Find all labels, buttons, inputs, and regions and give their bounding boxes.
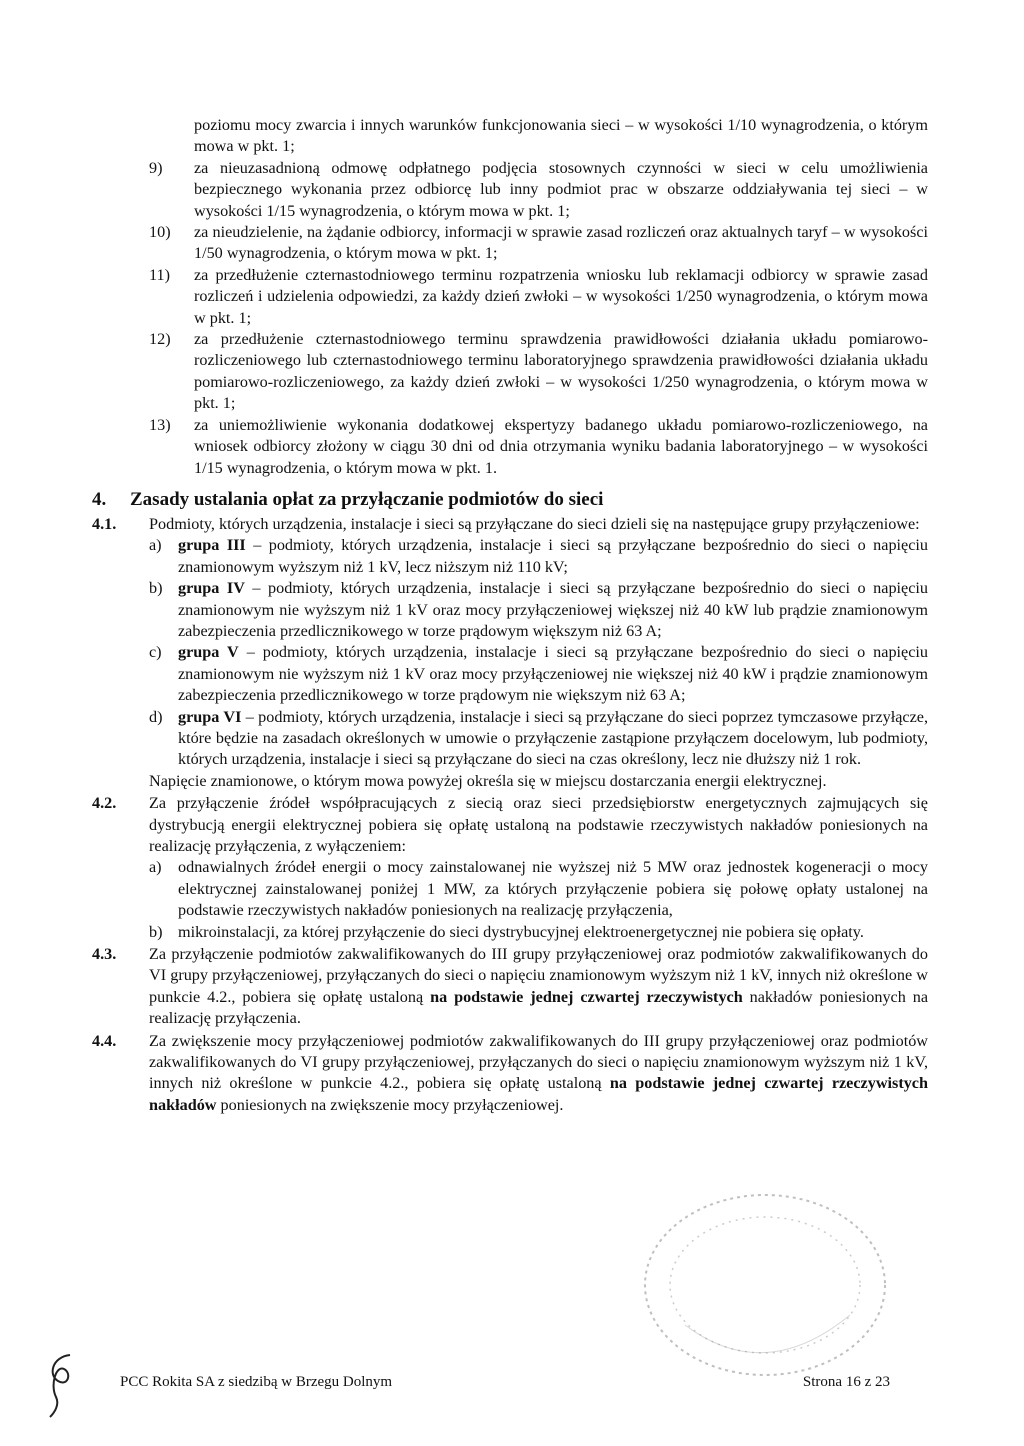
- subsection-number: 4.1.: [92, 514, 117, 533]
- text-segment: Za zwiększenie mocy przyłączeniowej podmiotów zakwalifikowanych do III grupy przyłączeniowej oraz podmiotów zakwalifikowanych do VI grupy przyłączeniowej, przyłączanych do sieci o napięciu znamionowym wyższym niż 1 kV, innych niż określone w punkcie 4.2., pobiera się opłatę ustaloną: [149, 1031, 928, 1093]
- list-item-number: 11): [149, 265, 170, 284]
- text-segment: poniesionych na zwiększenie mocy przyłączeniowej.: [216, 1095, 564, 1114]
- list-item-letter: b): [149, 922, 163, 941]
- list-item-letter: a): [149, 858, 162, 877]
- subsection-number: 4.4.: [92, 1031, 117, 1050]
- list-item-text: – podmioty, których urządzenia, instalacje i sieci są przyłączane bezpośrednio do sieci o napięciu znamionowym nie wyższym niż 1 kV oraz mocy przyłączeniowej nie większej niż 40 kW i prądzie znamionowym zabezpieczenia przedlicznikowego w torze prądowym nie większym niż 63 A;: [178, 643, 928, 705]
- document-body: [92, 115, 928, 1116]
- section-heading: [92, 488, 928, 512]
- list-item: [149, 535, 928, 578]
- list-item: [149, 578, 928, 642]
- group-list: [149, 535, 928, 770]
- list-item-letter: a): [149, 536, 162, 555]
- list-item-letter: b): [149, 579, 163, 598]
- section-title-text: Zasady ustalania opłat za przyłączanie podmiotów do sieci: [130, 488, 604, 510]
- group-name: grupa IV: [178, 579, 245, 598]
- group-name: grupa VI: [178, 707, 242, 726]
- list-item-text: za przedłużenie czternastodniowego terminu sprawdzenia prawidłowości działania układu pomiarowo-rozliczeniowego lub czternastodniowego terminu laboratoryjnego sprawdzenia prawidłowości działania układu pomiarowo-rozliczeniowego, za każdy dzień zwłoki – w wysokości 1/250 wynagrodzenia, o którym mowa w pkt. 1;: [194, 330, 928, 413]
- subsection-number: 4.3.: [92, 945, 117, 964]
- subsection-text: [149, 1031, 928, 1117]
- list-item-text: za przedłużenie czternastodniowego terminu rozpatrzenia wniosku lub reklamacji odbiorcy w sprawie zasad rozliczeń i udzielenia odpowiedzi, za każdy dzień zwłoki – w wysokości 1/250 wynagrodzenia, o którym mowa w pkt. 1;: [194, 265, 928, 327]
- page-number: Strona 16 z 23: [802, 1374, 890, 1390]
- continued-item-text: poziomu mocy zwarcia i innych warunków funkcjonowania sieci – w wysokości 1/10 wynagrodzenia, o którym mowa w pkt. 1;: [194, 116, 928, 156]
- group-name: grupa V: [178, 643, 239, 662]
- voltage-note: Napięcie znamionowe, o którym mowa powyżej określa się w miejscu dostarczania energii elektrycznej.: [149, 771, 827, 790]
- list-item-number: 9): [149, 158, 163, 177]
- company-stamp: [615, 1175, 915, 1395]
- list-item: [149, 922, 928, 943]
- company-name: PCC Rokita SA z siedzibą w Brzegu Dolnym: [120, 1374, 393, 1390]
- subsection-number: 4.2.: [92, 794, 117, 813]
- list-item-text: – podmioty, których urządzenia, instalacje i sieci są przyłączane bezpośrednio do sieci o napięciu znamionowym wyższym niż 1 kV, lecz niższym niż 110 kV;: [178, 536, 928, 576]
- subsection-4-3: [92, 944, 928, 1030]
- list-item: [92, 158, 928, 222]
- section-number: 4.: [92, 488, 107, 510]
- list-item-text: – podmioty, których urządzenia, instalacje i sieci są przyłączane bezpośrednio do sieci o napięciu znamionowym nie wyższym niż 1 kV oraz mocy przyłączeniowej większej niż 40 kW lub prądzie znamionowym zabezpieczenia przedlicznikowego w torze prądowym większym niż 63 A;: [178, 579, 928, 640]
- list-item-text: odnawialnych źródeł energii o mocy zainstalowanej nie wyższej niż 5 MW oraz jednostek kogeneracji o mocy elektrycznej zainstalowanej poniżej 1 MW, za których przyłączenie pobiera się połowę opłaty ustalonej na podstawie rzeczywistych nakładów poniesionych na realizację przyłączenia,: [178, 858, 928, 920]
- subsection-4-2: [92, 793, 928, 943]
- exclusion-list: [149, 857, 928, 943]
- list-item: [92, 415, 928, 479]
- list-item-text: mikroinstalacji, za której przyłączenie do sieci dystrybucyjnej elektroenergetycznej nie pobiera się opłaty.: [178, 922, 864, 941]
- list-item-text: – podmioty, których urządzenia, instalacje i sieci są przyłączane do sieci poprzez tymczasowe przyłącze, które będzie na zasadach określonych w umowie o przyłączenie zastąpione przyłączem docelowym, lub podmioty, których urządzenia, instalacje i sieci są przyłączane do sieci na czas określony, lecz nie dłuższy niż 1 rok.: [178, 707, 929, 769]
- subsection-intro: Za przyłączenie źródeł współpracujących z siecią oraz sieci przedsiębiorstw energetycznych zajmujących się dystrybucją energii elektrycznej pobiera się opłatę ustaloną na podstawie rzeczywistych nakładów poniesionych na realizację przyłączenia, z wyłączeniem:: [149, 794, 928, 855]
- list-item-number: 10): [149, 223, 171, 242]
- list-item-letter: c): [149, 643, 162, 662]
- list-item-number: 13): [149, 415, 171, 434]
- handwritten-signature: [42, 1345, 82, 1420]
- list-item: [92, 222, 928, 265]
- list-item: [149, 857, 928, 921]
- subsection-text: [149, 944, 928, 1030]
- list-item-number: 12): [149, 330, 171, 349]
- subsection-4-1: [92, 514, 928, 792]
- bold-segment: na podstawie jednej czwartej rzeczywistych nakładów: [149, 1074, 928, 1114]
- list-item-text: za nieudzielenie, na żądanie odbiorcy, informacji w sprawie zasad rozliczeń oraz aktualnych taryf – w wysokości 1/50 wynagrodzenia, o którym mowa w pkt. 1;: [194, 223, 928, 263]
- list-item: [149, 642, 928, 706]
- penalty-list: [92, 158, 928, 479]
- bold-segment: na podstawie jednej czwartej rzeczywistych: [430, 987, 743, 1006]
- list-item: [92, 329, 928, 415]
- subsection-4-4: [92, 1031, 928, 1117]
- subsection-intro: Podmioty, których urządzenia, instalacje i sieci są przyłączane do sieci dzieli się na następujące grupy przyłączeniowe:: [149, 514, 920, 533]
- text-segment: Za przyłączenie podmiotów zakwalifikowanych do III grupy przyłączeniowej oraz podmiotów zakwalifikowanych do VI grupy przyłączeniowej, przyłączanych do sieci o napięciu znamionowym wyższym niż 1 kV, innych niż określone w punkcie 4.2., pobiera się opłatę ustaloną: [149, 945, 928, 1006]
- list-item-letter: d): [149, 707, 163, 726]
- group-name: grupa III: [178, 536, 246, 555]
- text-segment: nakładów poniesionych na realizację przyłączenia.: [149, 987, 929, 1028]
- list-item-text: za uniemożliwienie wykonania dodatkowej ekspertyzy badanego układu pomiarowo-rozliczeniowego, na wniosek odbiorcy złożony w ciągu 30 dni od dnia otrzymania wyniku badania laboratoryjnego – w wysokości 1/15 wynagrodzenia, o którym mowa w pkt. 1.: [194, 415, 928, 477]
- list-item-text: za nieuzasadnioną odmowę odpłatnego podjęcia stosownych czynności w sieci w celu umożliwienia bezpiecznego wykonania przez odbiorcę lub inny podmiot prac w obszarze oddziaływania tej sieci – w wysokości 1/15 wynagrodzenia, o którym mowa w pkt. 1;: [194, 158, 928, 220]
- list-item: [149, 707, 928, 771]
- list-item: [92, 265, 928, 329]
